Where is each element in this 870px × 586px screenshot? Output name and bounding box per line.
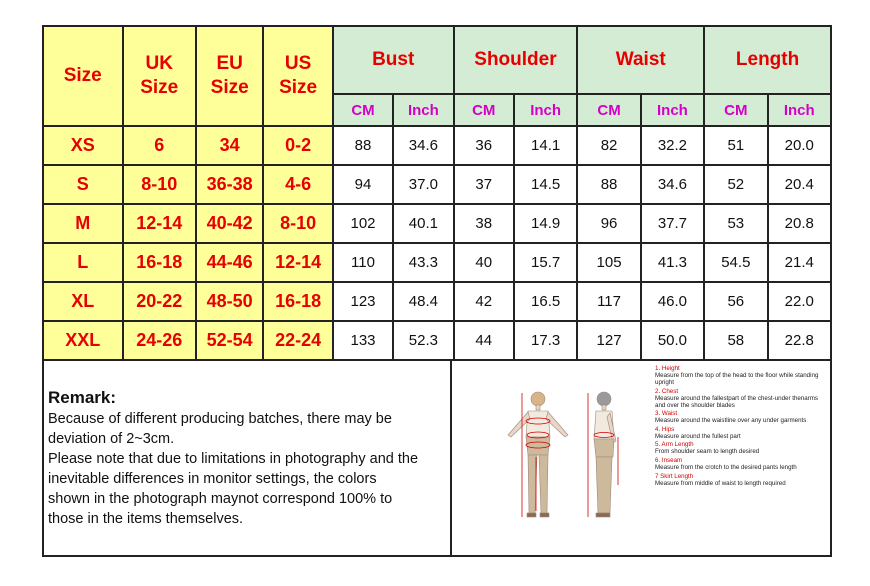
- measurement-cell: 15.7: [514, 243, 577, 282]
- measurement-cell: 40.1: [393, 204, 453, 243]
- legend-description: Measure from the top of the head to the floor while standing upright: [655, 372, 819, 386]
- us-size-header: US Size: [263, 26, 332, 126]
- unit-header: Inch: [514, 94, 577, 126]
- measurement-cell: 22.8: [768, 321, 831, 360]
- measurement-cell: 50.0: [641, 321, 704, 360]
- measurement-cell: 43.3: [393, 243, 453, 282]
- measurement-cell: 127: [577, 321, 640, 360]
- measurement-guide: [452, 361, 830, 555]
- uk-size-cell: 16-18: [123, 243, 196, 282]
- measurement-cell: 133: [333, 321, 393, 360]
- measurement-cell: 117: [577, 282, 640, 321]
- body-figures-illustration: [492, 385, 652, 535]
- measurement-cell: 14.5: [514, 165, 577, 204]
- measurement-cell: 22.0: [768, 282, 831, 321]
- measurement-cell: 82: [577, 126, 640, 165]
- measurement-cell: 88: [333, 126, 393, 165]
- bust-header: Bust: [333, 26, 454, 94]
- size-header: Size: [43, 26, 123, 126]
- us-size-cell: 12-14: [263, 243, 332, 282]
- uk-size-cell: 8-10: [123, 165, 196, 204]
- measurement-cell: 102: [333, 204, 393, 243]
- legend-item: [655, 388, 825, 409]
- us-size-cell: 22-24: [263, 321, 332, 360]
- legend-description: Measure around the waistline over any under garments: [655, 417, 807, 425]
- size-table: [42, 25, 832, 361]
- remark-line: deviation of 2~3cm.: [48, 431, 175, 447]
- us-size-cell: 0-2: [263, 126, 332, 165]
- measurement-cell: 37.0: [393, 165, 453, 204]
- measurement-cell: 37.7: [641, 204, 704, 243]
- remark-line: shown in the photograph maynot correspond 100% to: [48, 491, 393, 507]
- legend-label: 4. Hips: [655, 425, 675, 433]
- size-chart: [42, 25, 832, 563]
- table-row: [43, 126, 831, 165]
- measurement-cell: 52: [704, 165, 767, 204]
- legend-description: Measure around the fallestpart of the chest-under thenarms and over the shoulder blades: [655, 394, 819, 409]
- measurement-cell: 38: [454, 204, 514, 243]
- legend-label: 2. Chest: [655, 387, 679, 395]
- legend-item: [655, 426, 825, 440]
- remark-line: Because of different producing batches, there may be: [48, 411, 392, 427]
- size-cell: M: [43, 204, 123, 243]
- measurement-cell: 58: [704, 321, 767, 360]
- measurement-cell: 53: [704, 204, 767, 243]
- uk-size-cell: 20-22: [123, 282, 196, 321]
- measurement-cell: 41.3: [641, 243, 704, 282]
- measurement-cell: 36: [454, 126, 514, 165]
- measurement-cell: 44: [454, 321, 514, 360]
- eu-size-cell: 52-54: [196, 321, 263, 360]
- measurement-cell: 54.5: [704, 243, 767, 282]
- measurement-cell: 96: [577, 204, 640, 243]
- table-row: [43, 282, 831, 321]
- measurement-cell: 16.5: [514, 282, 577, 321]
- measurement-cell: 88: [577, 165, 640, 204]
- legend-item: [655, 473, 825, 487]
- waist-header: Waist: [577, 26, 704, 94]
- size-cell: S: [43, 165, 123, 204]
- measurement-cell: 52.3: [393, 321, 453, 360]
- remark-line: those in the items themselves.: [48, 511, 244, 527]
- eu-size-cell: 40-42: [196, 204, 263, 243]
- legend-label: 3. Waist: [655, 410, 678, 418]
- legend-label: 6. Inseam: [655, 456, 683, 464]
- legend-label: 7 Skirt Length: [655, 472, 694, 480]
- unit-header: CM: [577, 94, 640, 126]
- unit-header: Inch: [641, 94, 704, 126]
- measurement-cell: 42: [454, 282, 514, 321]
- eu-size-header: EU Size: [196, 26, 263, 126]
- remark-line: inevitable differences in monitor settings, the colors: [48, 471, 377, 487]
- table-row: [43, 204, 831, 243]
- measurement-cell: 105: [577, 243, 640, 282]
- measurement-cell: 17.3: [514, 321, 577, 360]
- table-row: [43, 165, 831, 204]
- table-row: [43, 321, 831, 360]
- uk-size-header: UK Size: [123, 26, 196, 126]
- legend-label: 1. Height: [655, 365, 680, 372]
- us-size-cell: 16-18: [263, 282, 332, 321]
- table-row: [43, 243, 831, 282]
- unit-header: CM: [333, 94, 393, 126]
- legend-item: [655, 410, 825, 424]
- eu-size-cell: 34: [196, 126, 263, 165]
- legend-description: Measure from middle of waist to length required: [655, 479, 786, 487]
- measurement-legend: [655, 365, 825, 488]
- measurement-cell: 48.4: [393, 282, 453, 321]
- size-cell: XXL: [43, 321, 123, 360]
- legend-item: [655, 457, 825, 471]
- measurement-cell: 20.0: [768, 126, 831, 165]
- us-size-cell: 4-6: [263, 165, 332, 204]
- measurement-cell: 20.4: [768, 165, 831, 204]
- size-cell: XL: [43, 282, 123, 321]
- measurement-cell: 34.6: [641, 165, 704, 204]
- legend-description: From shoulder seam to length desired: [655, 448, 760, 456]
- unit-header: Inch: [393, 94, 453, 126]
- uk-size-cell: 24-26: [123, 321, 196, 360]
- measurement-cell: 21.4: [768, 243, 831, 282]
- unit-header: Inch: [768, 94, 831, 126]
- unit-header: CM: [454, 94, 514, 126]
- size-cell: XS: [43, 126, 123, 165]
- measurement-cell: 94: [333, 165, 393, 204]
- legend-description: Measure around the fullest part: [655, 432, 741, 440]
- side-figure: [594, 392, 616, 517]
- measurement-cell: 37: [454, 165, 514, 204]
- measurement-cell: 46.0: [641, 282, 704, 321]
- measurement-cell: 51: [704, 126, 767, 165]
- eu-size-cell: 44-46: [196, 243, 263, 282]
- shoulder-header: Shoulder: [454, 26, 578, 94]
- remark-line: Please note that due to limitations in photography and the: [48, 451, 419, 467]
- eu-size-cell: 48-50: [196, 282, 263, 321]
- size-cell: L: [43, 243, 123, 282]
- remark-box: [44, 361, 452, 555]
- bottom-section: [42, 361, 832, 557]
- legend-item: [655, 441, 825, 455]
- length-header: Length: [704, 26, 831, 94]
- unit-header: CM: [704, 94, 767, 126]
- measurement-cell: 32.2: [641, 126, 704, 165]
- measurement-cell: 20.8: [768, 204, 831, 243]
- legend-item: [655, 365, 825, 386]
- measurement-cell: 34.6: [393, 126, 453, 165]
- front-figure: [508, 392, 568, 517]
- uk-size-cell: 12-14: [123, 204, 196, 243]
- legend-label: 5. Arm Length: [655, 441, 694, 449]
- measurement-cell: 14.1: [514, 126, 577, 165]
- remark-title: Remark:: [48, 388, 117, 407]
- measurement-cell: 14.9: [514, 204, 577, 243]
- legend-description: Measure from the crotch to the desired pants length: [655, 463, 797, 471]
- measurement-cell: 110: [333, 243, 393, 282]
- uk-size-cell: 6: [123, 126, 196, 165]
- eu-size-cell: 36-38: [196, 165, 263, 204]
- us-size-cell: 8-10: [263, 204, 332, 243]
- measurement-cell: 56: [704, 282, 767, 321]
- measurement-cell: 123: [333, 282, 393, 321]
- measurement-cell: 40: [454, 243, 514, 282]
